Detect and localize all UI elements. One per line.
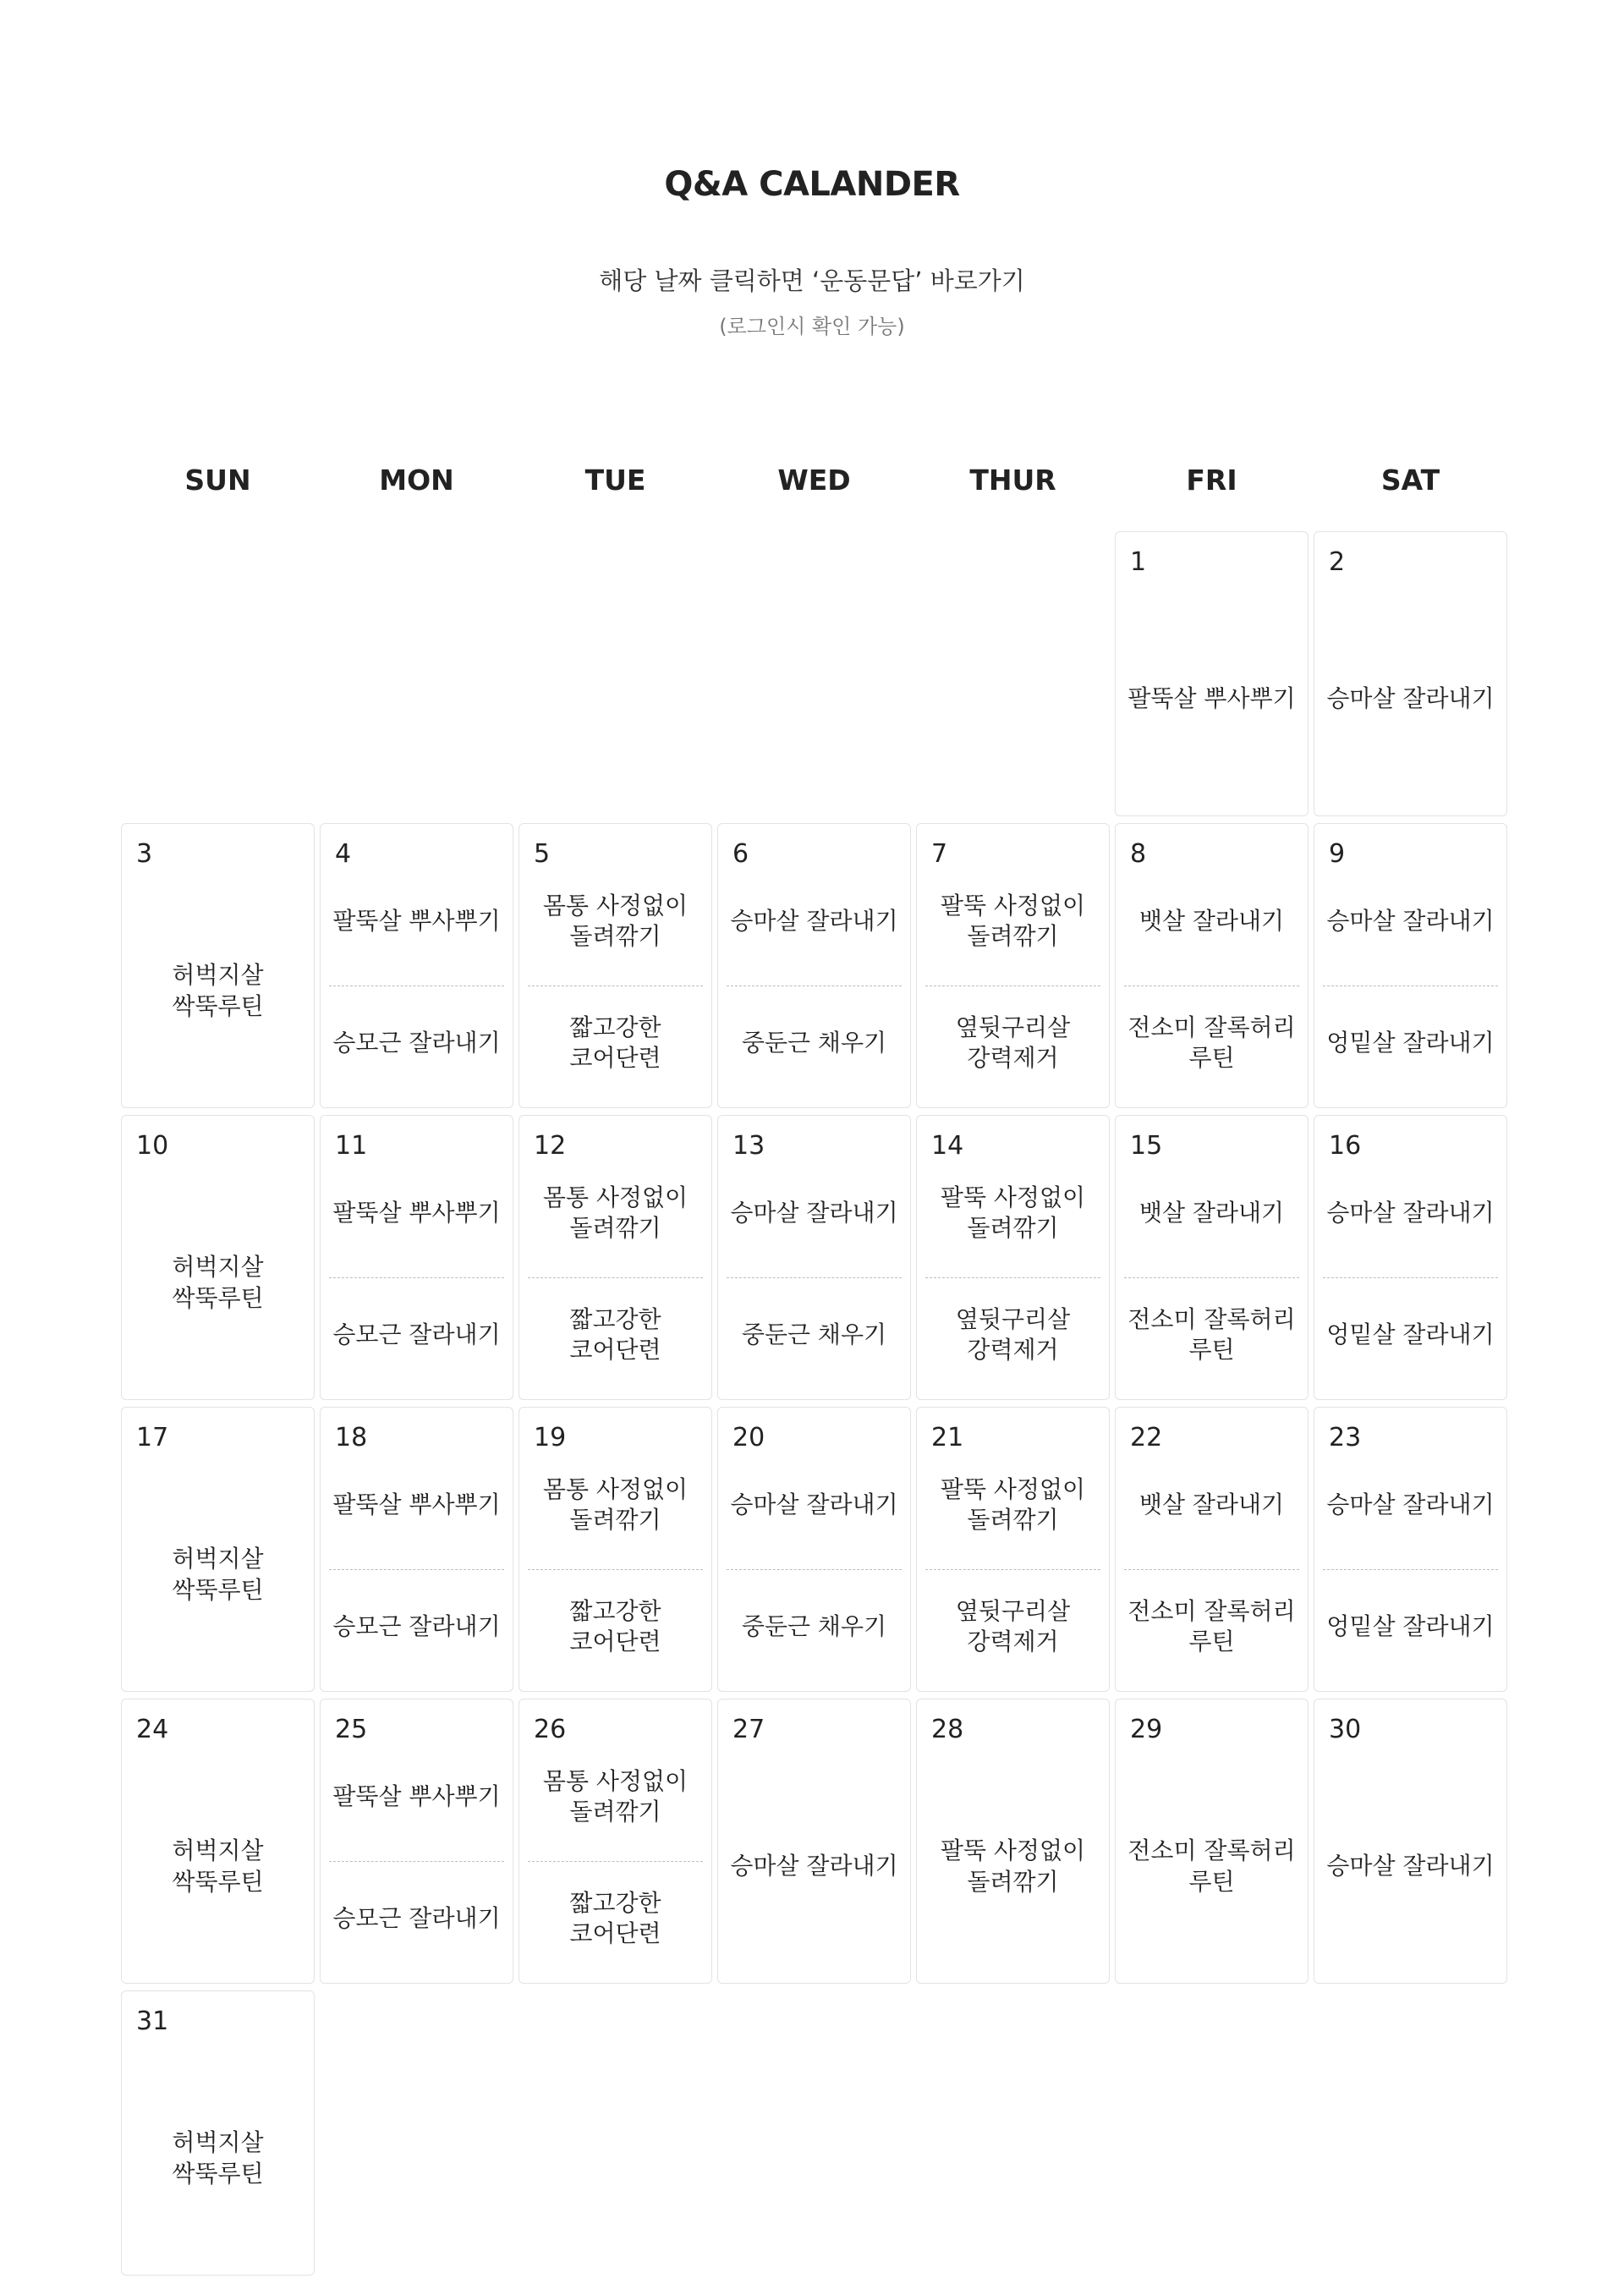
weekday-wed: WED — [777, 464, 851, 497]
day-cell-13[interactable] — [717, 1115, 911, 1400]
workout-label-primary[interactable]: 승마살 잘라내기 — [1326, 1490, 1495, 1518]
day-number: 28 — [931, 1715, 964, 1744]
day-cell-3[interactable] — [121, 823, 315, 1108]
day-number: 3 — [136, 839, 153, 869]
day-number: 9 — [1329, 839, 1346, 869]
day-number: 25 — [335, 1715, 368, 1744]
weekday-sun: SUN — [184, 464, 251, 497]
day-number: 12 — [534, 1131, 567, 1161]
workout-label-primary[interactable]: 승마살 잘라내기 — [730, 906, 898, 935]
day-cell-11[interactable] — [320, 1115, 513, 1400]
weekday-fri: FRI — [1186, 464, 1237, 497]
day-cell-2[interactable] — [1314, 531, 1507, 816]
day-number: 13 — [732, 1131, 765, 1161]
day-number: 18 — [335, 1423, 368, 1452]
workout-label-secondary[interactable]: 전소미 잘록허리 루틴 — [1127, 1013, 1296, 1072]
workout-label-primary[interactable]: 팔뚝 사정없이 돌려깎기 — [940, 1474, 1086, 1534]
workout-label-secondary[interactable]: 짧고강한 코어단련 — [569, 1888, 661, 1947]
workout-label-secondary[interactable]: 짧고강한 코어단련 — [569, 1013, 661, 1072]
workout-label-primary[interactable]: 팔뚝 사정없이 돌려깎기 — [940, 891, 1086, 950]
workout-label[interactable]: 팔뚝 사정없이 돌려깎기 — [940, 1837, 1086, 1896]
workout-label-secondary[interactable]: 중둔근 채우기 — [741, 1028, 887, 1057]
day-number: 2 — [1329, 547, 1346, 577]
page-title: Q&A CALANDER — [664, 165, 960, 204]
weekday-header-row — [121, 464, 1507, 497]
workout-label-secondary[interactable]: 전소미 잘록허리 루틴 — [1127, 1304, 1296, 1364]
day-number: 20 — [732, 1423, 765, 1452]
day-cell-24[interactable] — [121, 1699, 315, 1984]
weekday-mon: MON — [379, 464, 454, 497]
workout-label-primary[interactable]: 뱃살 잘라내기 — [1138, 1490, 1285, 1518]
day-cell-21[interactable] — [916, 1407, 1110, 1692]
workout-label-secondary[interactable]: 짧고강한 코어단련 — [569, 1596, 661, 1655]
day-number: 31 — [136, 2007, 169, 2036]
day-cell-31[interactable] — [121, 1990, 315, 2276]
day-number: 27 — [732, 1715, 765, 1744]
workout-label[interactable]: 허벅지살 싹뚝루틴 — [172, 1837, 264, 1896]
workout-label-primary[interactable]: 팔뚝살 뿌사뿌기 — [332, 1782, 501, 1810]
day-cell-10[interactable] — [121, 1115, 315, 1400]
day-cell-26[interactable] — [518, 1699, 712, 1984]
day-cell-1[interactable] — [1115, 531, 1309, 816]
workout-label-secondary[interactable]: 짧고강한 코어단련 — [569, 1304, 661, 1364]
workout-label-secondary[interactable]: 중둔근 채우기 — [741, 1611, 887, 1640]
day-cell-9[interactable] — [1314, 823, 1507, 1108]
day-number: 1 — [1130, 547, 1147, 577]
workout-label-primary[interactable]: 승마살 잘라내기 — [730, 1490, 898, 1518]
workout-label-primary[interactable]: 몸통 사정없이 돌려깎기 — [542, 1766, 689, 1826]
workout-label-secondary[interactable]: 승모근 잘라내기 — [332, 1320, 501, 1348]
day-number: 26 — [534, 1715, 567, 1744]
day-number: 6 — [732, 839, 749, 869]
day-number: 15 — [1130, 1131, 1163, 1161]
day-number: 30 — [1329, 1715, 1362, 1744]
day-number: 23 — [1329, 1423, 1362, 1452]
workout-label-primary[interactable]: 몸통 사정없이 돌려깎기 — [542, 891, 689, 950]
day-cell-4[interactable] — [320, 823, 513, 1108]
workout-label[interactable]: 허벅지살 싹뚝루틴 — [172, 2128, 264, 2188]
workout-label-primary[interactable]: 팔뚝 사정없이 돌려깎기 — [940, 1183, 1086, 1242]
workout-label[interactable]: 허벅지살 싹뚝루틴 — [172, 961, 264, 1020]
day-cell-8[interactable] — [1115, 823, 1309, 1108]
workout-label-secondary[interactable]: 엉밑살 잘라내기 — [1326, 1611, 1495, 1640]
workout-label-secondary[interactable]: 옆뒷구리살 강력제거 — [955, 1596, 1071, 1655]
day-cell-15[interactable] — [1115, 1115, 1309, 1400]
day-cell-6[interactable] — [717, 823, 911, 1108]
day-number: 16 — [1329, 1131, 1362, 1161]
day-number: 11 — [335, 1131, 368, 1161]
day-number: 22 — [1130, 1423, 1163, 1452]
workout-label-primary[interactable]: 팔뚝살 뿌사뿌기 — [332, 906, 501, 935]
day-number: 24 — [136, 1715, 169, 1744]
day-cell-30[interactable] — [1314, 1699, 1507, 1984]
workout-label-primary[interactable]: 승마살 잘라내기 — [1326, 906, 1495, 935]
workout-label-primary[interactable]: 몸통 사정없이 돌려깎기 — [542, 1474, 689, 1534]
weekday-thur: THUR — [969, 464, 1056, 497]
workout-label-secondary[interactable]: 승모근 잘라내기 — [332, 1903, 501, 1932]
day-cell-19[interactable] — [518, 1407, 712, 1692]
day-cell-14[interactable] — [916, 1115, 1110, 1400]
weekday-tue: TUE — [584, 464, 646, 497]
page-subtitle: 해당 날짜 클릭하면 ‘운동문답’ 바로가기 — [599, 266, 1025, 295]
day-number: 10 — [136, 1131, 169, 1161]
workout-label-secondary[interactable]: 승모근 잘라내기 — [332, 1028, 501, 1057]
workout-label-secondary[interactable]: 전소미 잘록허리 루틴 — [1127, 1596, 1296, 1655]
day-number: 29 — [1130, 1715, 1163, 1744]
workout-label[interactable]: 승마살 잘라내기 — [1326, 684, 1495, 713]
day-cell-28[interactable] — [916, 1699, 1110, 1984]
workout-label-primary[interactable]: 승마살 잘라내기 — [730, 1198, 898, 1227]
day-cell-20[interactable] — [717, 1407, 911, 1692]
day-cell-12[interactable] — [518, 1115, 712, 1400]
day-cell-29[interactable] — [1115, 1699, 1309, 1984]
workout-label-secondary[interactable]: 옆뒷구리살 강력제거 — [955, 1013, 1071, 1072]
day-number: 17 — [136, 1423, 169, 1452]
day-cell-17[interactable] — [121, 1407, 315, 1692]
day-number: 14 — [931, 1131, 964, 1161]
day-cell-23[interactable] — [1314, 1407, 1507, 1692]
day-number: 8 — [1130, 839, 1147, 869]
day-number: 21 — [931, 1423, 964, 1452]
workout-label[interactable]: 승마살 잘라내기 — [730, 1852, 898, 1880]
day-cell-16[interactable] — [1314, 1115, 1507, 1400]
workout-label-secondary[interactable]: 엉밑살 잘라내기 — [1326, 1028, 1495, 1057]
workout-label[interactable]: 팔뚝살 뿌사뿌기 — [1127, 684, 1296, 713]
day-number: 19 — [534, 1423, 567, 1452]
workout-label[interactable]: 허벅지살 싹뚝루틴 — [172, 1545, 264, 1604]
workout-label-secondary[interactable]: 옆뒷구리살 강력제거 — [955, 1304, 1071, 1364]
workout-label-secondary[interactable]: 승모근 잘라내기 — [332, 1611, 501, 1640]
day-cell-22[interactable] — [1115, 1407, 1309, 1692]
workout-label-secondary[interactable]: 엉밑살 잘라내기 — [1326, 1320, 1495, 1348]
calendar-grid — [121, 531, 1507, 2276]
day-cell-5[interactable] — [518, 823, 712, 1108]
day-number: 5 — [534, 839, 551, 869]
day-number: 4 — [335, 839, 352, 869]
day-cell-25[interactable] — [320, 1699, 513, 1984]
workout-label-primary[interactable]: 승마살 잘라내기 — [1326, 1198, 1495, 1227]
day-cell-27[interactable] — [717, 1699, 911, 1984]
workout-label-primary[interactable]: 뱃살 잘라내기 — [1138, 1198, 1285, 1227]
workout-label-primary[interactable]: 팔뚝살 뿌사뿌기 — [332, 1198, 501, 1227]
day-cell-7[interactable] — [916, 823, 1110, 1108]
workout-label[interactable]: 허벅지살 싹뚝루틴 — [172, 1253, 264, 1312]
login-note: (로그인시 확인 가능) — [719, 315, 905, 338]
workout-label-primary[interactable]: 몸통 사정없이 돌려깎기 — [542, 1183, 689, 1242]
weekday-sat: SAT — [1380, 464, 1440, 497]
day-cell-18[interactable] — [320, 1407, 513, 1692]
day-number: 7 — [931, 839, 948, 869]
workout-label-primary[interactable]: 팔뚝살 뿌사뿌기 — [332, 1490, 501, 1518]
workout-label[interactable]: 전소미 잘록허리 루틴 — [1127, 1837, 1296, 1896]
workout-label-primary[interactable]: 뱃살 잘라내기 — [1138, 906, 1285, 935]
workout-label[interactable]: 승마살 잘라내기 — [1326, 1852, 1495, 1880]
workout-label-secondary[interactable]: 중둔근 채우기 — [741, 1320, 887, 1348]
